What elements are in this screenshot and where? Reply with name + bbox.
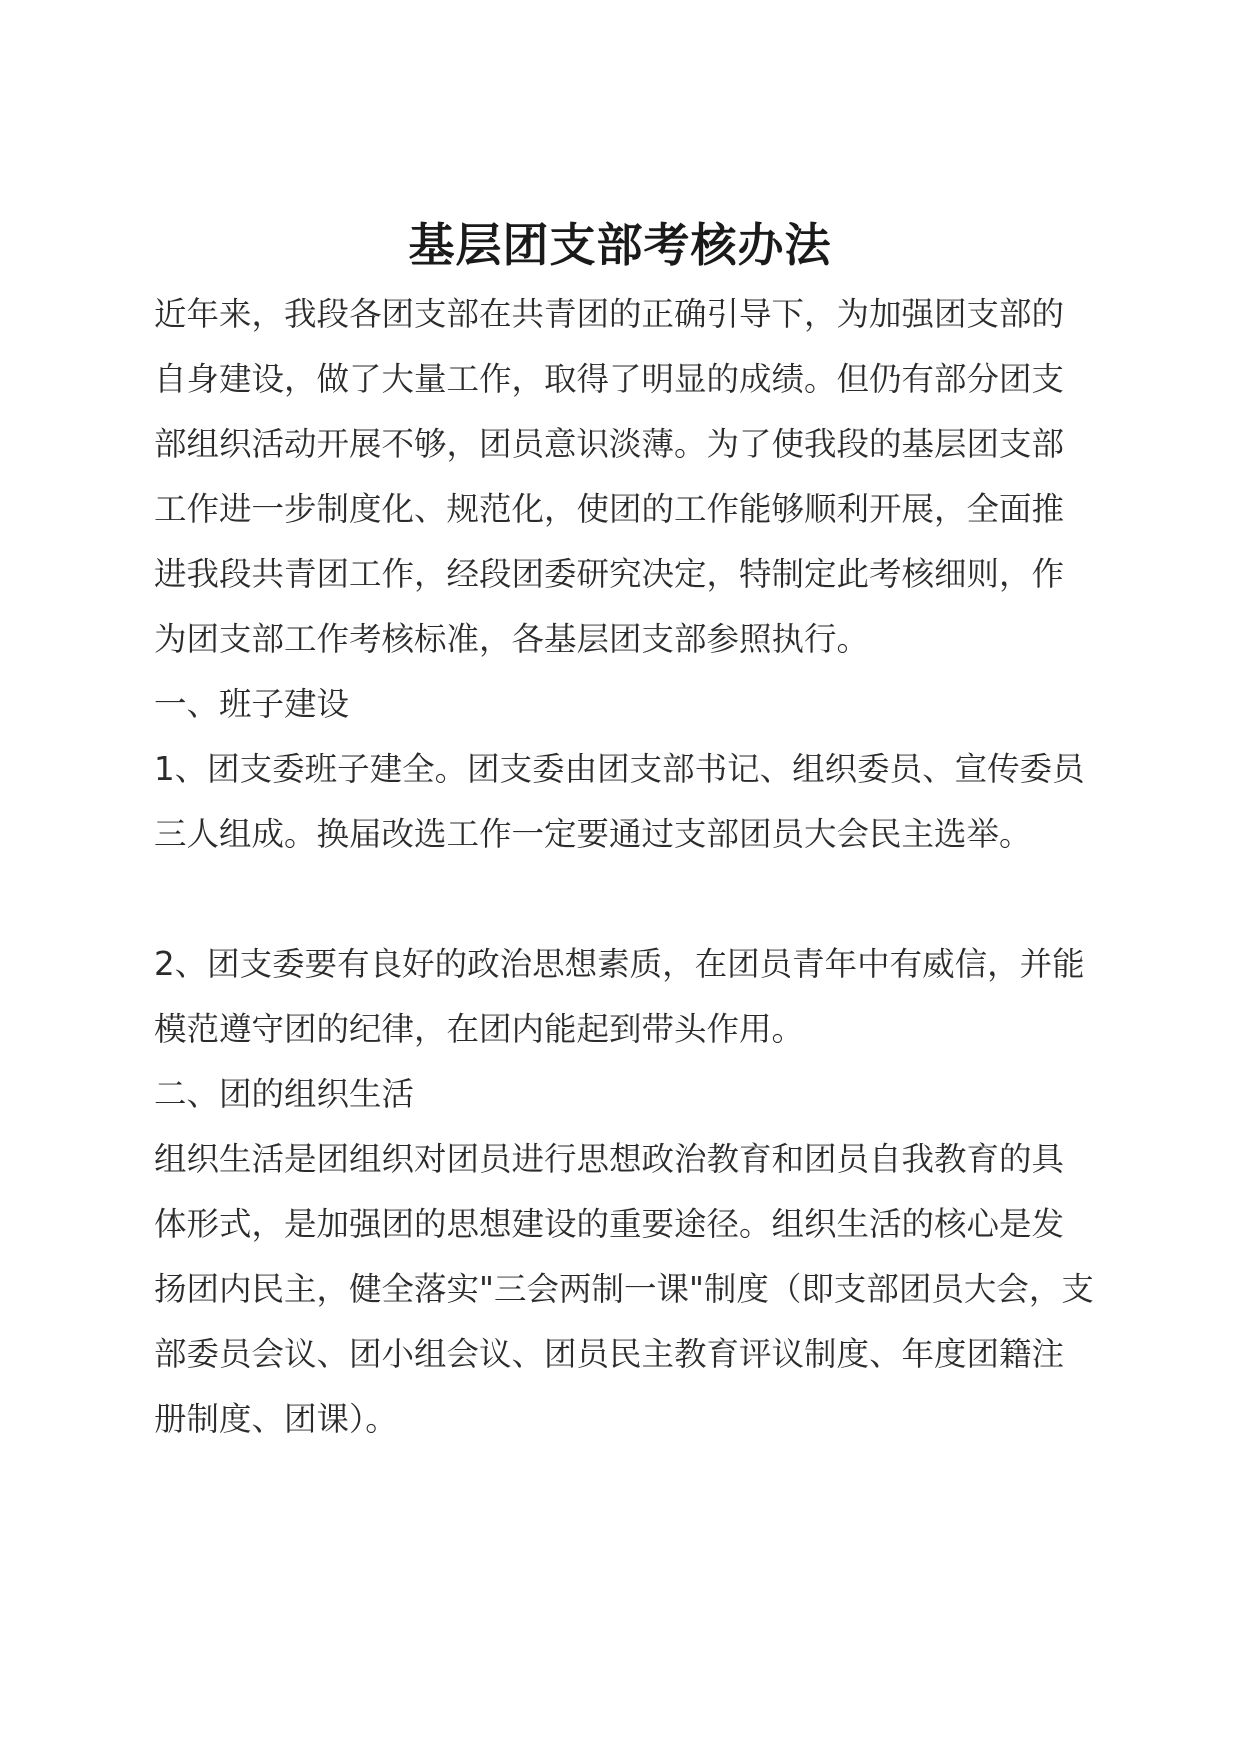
document-title: 基层团支部考核办法 (408, 218, 832, 272)
section-heading-leadership: 一、班子建设 (154, 685, 350, 723)
item-paragraph-2: 2、团支委要有良好的政治思想素质，在团员青年中有威信，并能模范遵守团的纪律，在团内能起到带头作用。 (154, 945, 1085, 1048)
document-body (154, 282, 1094, 1452)
paragraph-spacer (154, 867, 1094, 932)
intro-paragraph: 近年来，我段各团支部在共青团的正确引导下，为加强团支部的自身建设，做了大量工作，取得了明显的成绩。但仍有部分团支部组织活动开展不够，团员意识淡薄。为了使我段的基层团支部工作进一步制度化、规范化，使团的工作能够顺利开展，全面推进我段共青团工作，经段团委研究决定，特制定此考核细则，作为团支部工作考核标准，各基层团支部参照执行。 (154, 295, 1065, 658)
item-paragraph-1: 1、团支委班子建全。团支委由团支部书记、组织委员、宣传委员三人组成。换届改选工作一定要通过支部团员大会民主选举。 (154, 750, 1085, 853)
section-heading-organization-life: 二、团的组织生活 (154, 1075, 415, 1113)
organization-life-paragraph: 组织生活是团组织对团员进行思想政治教育和团员自我教育的具体形式，是加强团的思想建设的重要途径。组织生活的核心是发扬团内民主，健全落实"三会两制一课"制度（即支部团员大会，支部委员会议、团小组会议、团员民主教育评议制度、年度团籍注册制度、团课）。 (154, 1140, 1094, 1438)
